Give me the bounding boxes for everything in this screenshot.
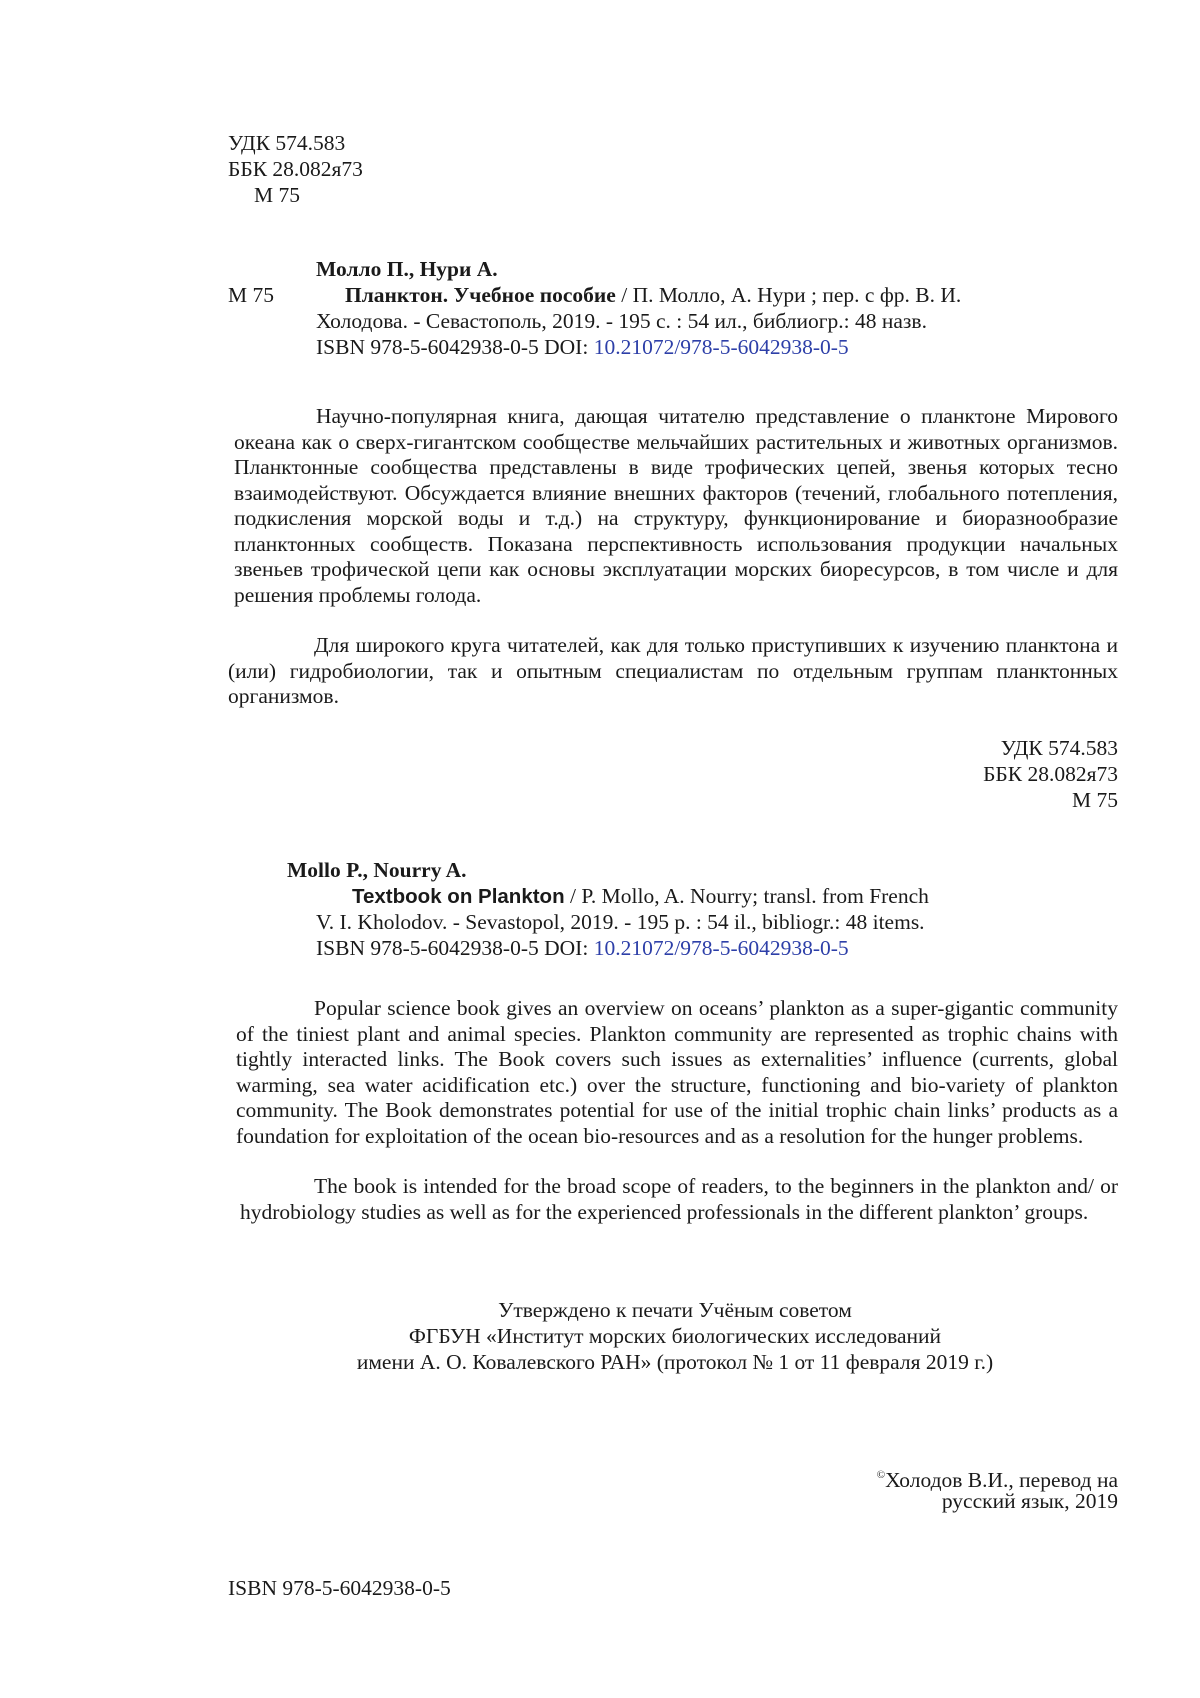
ru-publication-info: Холодова. - Севастополь, 2019. - 195 с. : 54 ил., библиогр.: 48 назв. — [316, 309, 927, 333]
copyright-symbol: © — [876, 1469, 886, 1481]
ru-title: Планктон. Учебное пособие — [345, 283, 616, 307]
ru-isbn-line — [316, 334, 849, 360]
copyright-line-2: русский язык, 2019 — [941, 1489, 1118, 1513]
author-mark-top: М 75 — [254, 183, 300, 207]
en-title: Textbook on Plankton — [352, 885, 565, 908]
author-mark-right: М 75 — [1072, 788, 1118, 812]
ru-audience: Для широкого круга читателей, как для только приступивших к изучению планктона и (или) гидробиологии, так и опытным специалистам по отдельным группам планктонных организмов. — [228, 633, 1118, 708]
en-doi-link[interactable]: 10.21072/978-5-6042938-0-5 — [593, 936, 849, 960]
ru-abstract: Научно-популярная книга, дающая читателю представление о планктоне Мирового океана как о сверх-гигантском сообществе мельчайших растительных и животных организмов. Планктонные сообщества представлены в виде трофических цепей, звенья которых тесно взаимодействуют. Обсуждается влияние внешних факторов (течений, глобального потепления, подкисления морской воды и т.д.) на структуру, функционирование и биоразнообразие планктонных сообществ. Показана перспективность использования продукции начальных звеньев трофической цепи как основы эксплуатации морских биоресурсов, в том числе и для решения проблемы голода. — [234, 404, 1118, 607]
ru-doi-link[interactable]: 10.21072/978-5-6042938-0-5 — [593, 335, 849, 359]
en-abstract: Popular science book gives an overview on oceans’ plankton as a super-gigantic community of the tiniest plant and animal species. Plankton community are represented as trophic chains with tightly interacted links. The Book covers such issues as externalities’ influence (currents, global warming, sea water acidification etc.) over the structure, functioning and bio-variety of plankton community. The Book demonstrates potential for use of the initial trophic chain links’ products as a foundation for exploitation of the ocean bio-resources and as a resolution for the hunger problems. — [236, 996, 1118, 1148]
udk-code-top: УДК 574.583 — [228, 131, 346, 155]
bottom-isbn: ISBN 978-5-6042938-0-5 — [228, 1576, 451, 1600]
udk-code-right: УДК 574.583 — [1000, 736, 1118, 760]
en-isbn-line — [316, 935, 849, 961]
ru-isbn: ISBN 978-5-6042938-0-5 DOI: — [316, 335, 594, 359]
copyright-holder: Холодов В.И., перевод на — [885, 1468, 1118, 1492]
bbk-code-right: ББК 28.082я73 — [983, 762, 1118, 786]
approval-line-3: имени А. О. Ковалевского РАН» (протокол № 1 от 11 февраля 2019 г.) — [356, 1350, 994, 1374]
ru-authors: Молло П., Нури А. — [316, 257, 498, 281]
en-audience: The book is intended for the broad scope of readers, to the beginners in the plankton and/ or hydrobiology studies as well as for the experienced professionals in the different plankton’ groups. — [240, 1174, 1118, 1224]
en-title-line — [352, 883, 929, 910]
bbk-code-top: ББК 28.082я73 — [228, 157, 363, 181]
en-publication-info: V. I. Kholodov. - Sevastopol, 2019. - 195 p. : 54 il., bibliogr.: 48 items. — [316, 910, 925, 934]
en-responsibility: / P. Mollo, A. Nourry; transl. from French — [564, 884, 929, 908]
approval-line-1: Утверждено к печати Учёным советом — [498, 1298, 852, 1322]
approval-line-2: ФГБУН «Институт морских биологических исследований — [408, 1324, 942, 1348]
en-isbn: ISBN 978-5-6042938-0-5 DOI: — [316, 936, 594, 960]
ru-title-line — [345, 282, 961, 308]
ru-author-mark: М 75 — [228, 283, 274, 307]
ru-responsibility: / П. Молло, А. Нури ; пер. с фр. В. И. — [615, 283, 962, 307]
en-authors: Mollo P., Nourry A. — [287, 858, 467, 882]
